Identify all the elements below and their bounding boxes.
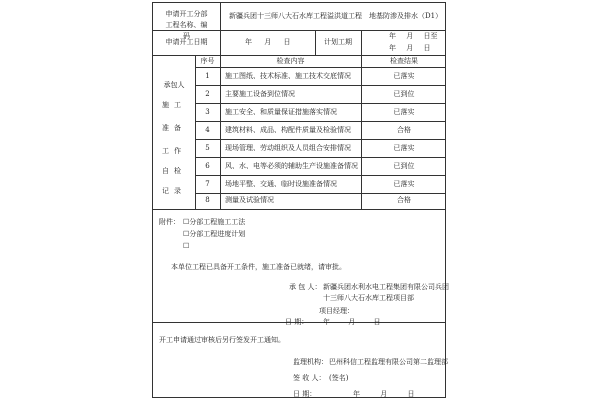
row-result: 已落实 xyxy=(393,144,415,152)
row-content: 建筑材料、成品、构配件质量及检验情况 xyxy=(225,126,351,134)
col-header-result: 检查结果 xyxy=(390,57,418,65)
row-content: 施工安全、和质量保证措施落实情况 xyxy=(225,108,337,116)
side-label-zhunbei: 准备 xyxy=(162,124,186,132)
rule xyxy=(220,30,221,55)
row-no: 7 xyxy=(205,180,210,188)
plan-period-from: 年 月 日至 xyxy=(389,32,438,40)
rule xyxy=(195,139,445,140)
project-manager-label: 项目经理： xyxy=(319,307,354,315)
row-no: 3 xyxy=(205,108,210,116)
rule xyxy=(361,30,362,55)
row-content: 测量及试验情况 xyxy=(225,196,274,204)
rule xyxy=(220,3,221,30)
supervisor-date-value: 年 月 日 xyxy=(353,390,415,398)
row-no: 4 xyxy=(205,126,210,134)
contractor-label: 承包人 xyxy=(163,81,185,89)
row-content: 主要施工设备到位情况 xyxy=(225,90,295,98)
row-no: 8 xyxy=(205,196,210,204)
project-label: 申请开工分部工程名称、编码 xyxy=(165,10,208,40)
supervisor-date-label: 日 期： xyxy=(293,390,317,398)
plan-period-to: 年 月 日 xyxy=(389,44,431,52)
row-content: 风、水、电等必须的辅助生产设施准备情况 xyxy=(225,162,358,170)
row-result: 已到位 xyxy=(393,90,415,98)
rule xyxy=(195,67,445,68)
attachments-label: 附件： xyxy=(159,218,180,226)
rule xyxy=(195,157,445,158)
contractor-name-line2: 十三师八大石水库工程项目部 xyxy=(323,294,414,302)
construction-start-application-form xyxy=(152,2,449,398)
row-result: 已落实 xyxy=(393,108,415,116)
receiver-label: 签 收 人： xyxy=(293,374,326,382)
contractor-date-label: 日 期： xyxy=(285,318,309,326)
attachment-item: ☐ xyxy=(183,242,190,250)
rule xyxy=(195,121,445,122)
row-result: 已落实 xyxy=(393,180,415,188)
row-content: 现场管理、劳动组织及人员组合安排情况 xyxy=(225,144,351,152)
ready-statement: 本单位工程已具备开工条件，施工准备已就绪，请审批。 xyxy=(171,263,346,271)
contractor-sign-label: 承 包 人： xyxy=(289,283,322,291)
part-name: 地基防渗及排水（D1） xyxy=(369,12,443,20)
apply-date-label: 申请开工日期 xyxy=(165,38,208,46)
apply-date-value: 年 月 日 xyxy=(245,38,291,46)
row-no: 1 xyxy=(205,72,210,80)
project-name: 新疆兵团十三师八大石水库工程溢洪道工程 xyxy=(229,12,362,20)
col-header-no: 序号 xyxy=(200,57,215,65)
rule xyxy=(153,55,445,56)
row-no: 6 xyxy=(205,162,210,170)
start-notice: 开工申请通过审核后另行签发开工通知。 xyxy=(159,336,285,344)
rule xyxy=(195,193,445,194)
rule xyxy=(195,175,445,176)
attachment-item: ☐分部工程施工工法 xyxy=(183,218,246,226)
rule xyxy=(195,85,445,86)
row-result: 已到位 xyxy=(393,162,415,170)
row-result: 合格 xyxy=(397,126,411,134)
supervisor-org-label: 监理机构： xyxy=(293,358,328,366)
supervisor-org-name: 巴州科信工程监理有限公司第二监理部 xyxy=(329,358,448,366)
col-header-content: 检查内容 xyxy=(276,57,305,65)
receiver-value: (签名) xyxy=(329,374,349,382)
side-label-shigong: 施工 xyxy=(162,101,186,109)
side-label-gongzuo: 工作 xyxy=(162,147,186,155)
row-no: 5 xyxy=(205,144,210,152)
row-no: 2 xyxy=(205,90,210,98)
attachment-item: ☐分部工程进度计划 xyxy=(183,230,246,238)
rule xyxy=(220,55,221,209)
plan-period-label: 计划工期 xyxy=(324,38,352,46)
side-label-zijian: 自检 xyxy=(162,167,186,175)
row-content: 施工图纸、技术标准、施工技术交底情况 xyxy=(225,72,351,80)
rule xyxy=(153,209,445,210)
side-label-jilu: 记录 xyxy=(162,187,186,195)
row-content: 场地平整、交通、临时设施准备情况 xyxy=(225,180,337,188)
row-result: 合格 xyxy=(397,196,411,204)
contractor-date-value: 年 月 日 xyxy=(323,318,381,326)
rule xyxy=(195,103,445,104)
row-result: 已落实 xyxy=(393,72,415,80)
contractor-name-line1: 新疆兵团水利水电工程集团有限公司兵团 xyxy=(323,283,449,291)
